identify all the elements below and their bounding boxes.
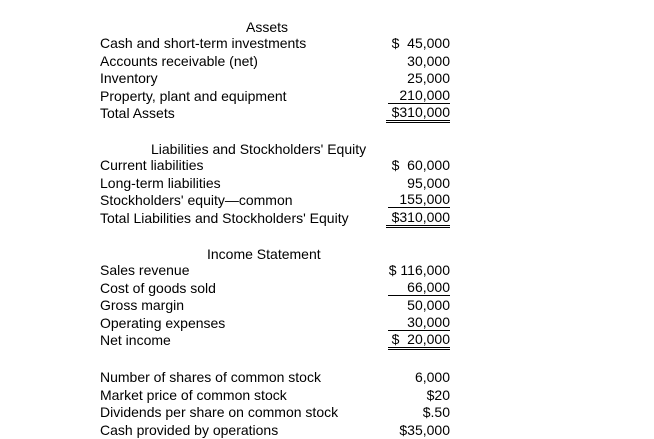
- row-value: 25,000: [407, 70, 450, 86]
- table-row: [100, 404, 452, 422]
- table-row: [100, 387, 452, 405]
- income-statement-heading: Income Statement: [207, 246, 321, 262]
- row-label: Number of shares of common stock: [100, 369, 321, 385]
- row-value: $310,000: [386, 105, 450, 123]
- row-label: Cost of goods sold: [100, 279, 216, 296]
- table-row: [100, 280, 452, 298]
- assets-section: [100, 35, 452, 123]
- table-row: [100, 88, 452, 106]
- row-value: 30,000: [388, 315, 450, 331]
- liabilities-section: [100, 157, 452, 227]
- row-value: $.50: [422, 404, 450, 420]
- row-label: Cash provided by operations: [100, 421, 279, 438]
- table-row: [100, 369, 452, 387]
- row-value: 66,000: [388, 280, 450, 296]
- row-value: 6,000: [414, 369, 450, 385]
- table-row: [100, 297, 452, 315]
- row-value: $ 116,000: [388, 262, 450, 278]
- row-value: $20: [426, 386, 450, 403]
- table-row: [100, 315, 452, 333]
- row-label: Stockholders' equity—common: [100, 192, 293, 208]
- table-row: [100, 175, 452, 193]
- row-label: Property, plant and equipment: [100, 87, 287, 104]
- row-value: $ 20,000: [388, 332, 450, 350]
- row-label: Long-term liabilities: [100, 174, 221, 191]
- table-row: [100, 210, 452, 228]
- row-value: $ 60,000: [391, 157, 450, 173]
- row-label: Cash and short-term investments: [100, 35, 307, 51]
- income-statement-section: [100, 262, 452, 350]
- assets-heading: Assets: [246, 19, 289, 35]
- row-value: $ 45,000: [391, 35, 450, 51]
- row-value: 50,000: [407, 297, 450, 313]
- row-value: 95,000: [407, 174, 450, 191]
- row-label: Accounts receivable (net): [100, 52, 258, 69]
- row-label: Net income: [100, 332, 171, 348]
- row-label: Sales revenue: [100, 262, 190, 278]
- table-row: [100, 35, 452, 53]
- row-value: 210,000: [388, 88, 450, 104]
- liabilities-heading: Liabilities and Stockholders' Equity: [151, 141, 367, 157]
- row-value: 155,000: [388, 192, 450, 208]
- row-value: $310,000: [386, 210, 450, 228]
- row-label: Dividends per share on common stock: [100, 404, 339, 420]
- row-label: Operating expenses: [100, 314, 226, 331]
- other-data-section: [100, 369, 452, 439]
- row-label: Total Assets: [100, 105, 175, 121]
- table-row: [100, 157, 452, 175]
- table-row: [100, 70, 452, 88]
- row-label: Gross margin: [100, 297, 185, 313]
- row-label: Inventory: [100, 70, 158, 86]
- row-label: Market price of common stock: [100, 386, 287, 403]
- table-row: [100, 332, 452, 350]
- row-value: 30,000: [407, 52, 450, 69]
- table-row: [100, 53, 452, 71]
- table-row: [100, 262, 452, 280]
- table-row: [100, 422, 452, 439]
- table-row: [100, 192, 452, 210]
- row-label: Current liabilities: [100, 157, 204, 173]
- table-row: [100, 105, 452, 123]
- row-value: $35,000: [399, 421, 450, 438]
- row-label: Total Liabilities and Stockholders' Equity: [100, 209, 349, 226]
